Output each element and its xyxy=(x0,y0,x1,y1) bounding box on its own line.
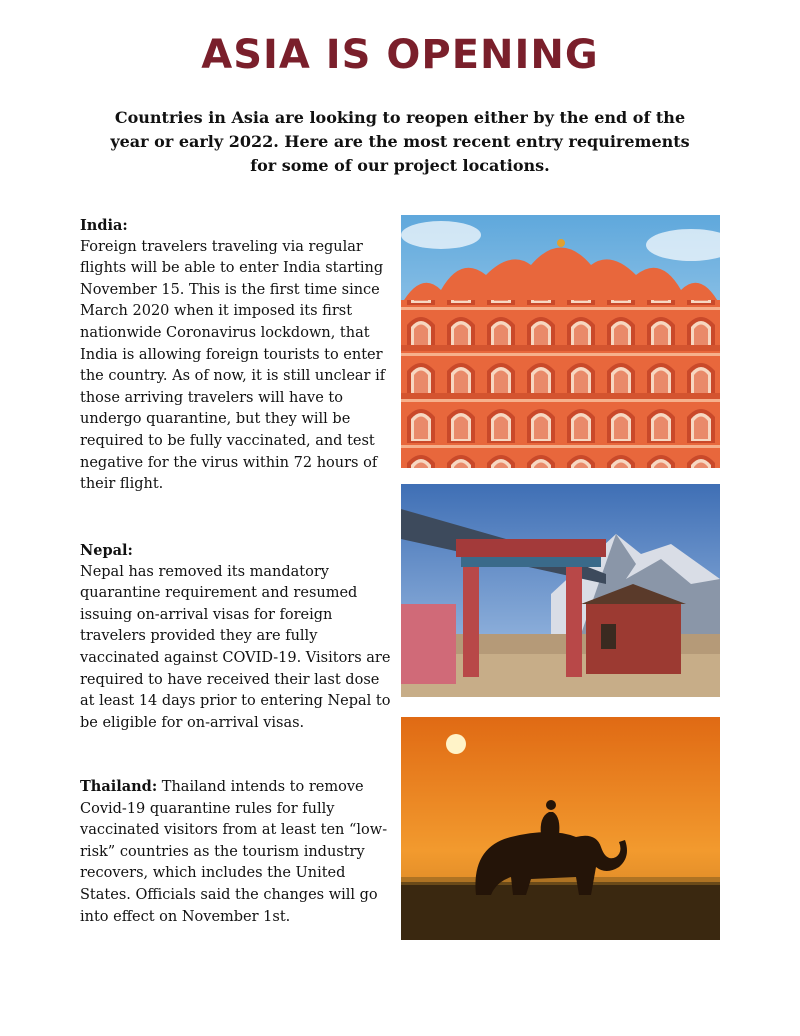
nepal-heading: Nepal: xyxy=(80,542,133,559)
thailand-heading: Thailand: xyxy=(80,778,158,795)
india-photo xyxy=(401,215,720,468)
nepal-body: Nepal has removed its mandatory quarantine requirement and resumed issuing on-arrival visas for foreign travelers provided they are fully vaccinated against COVID-19. Visitors are required to have received their last dose at least 14 days prior to entering Nepal to be eligible for on-arrival visas. xyxy=(80,563,391,731)
nepal-photo xyxy=(401,484,720,697)
thailand-body: Thailand intends to remove Covid-19 quarantine rules for fully vaccinated visitors from at least ten “low-risk” countries as the tourism industry recovers, which includes the United States. Officials said the changes will go into effect on November 1st. xyxy=(80,779,388,925)
nepal-section xyxy=(80,540,392,734)
page-title: ASIA IS OPENING xyxy=(201,32,599,78)
india-body: Foreign travelers traveling via regular flights will be able to enter India starting November 15. This is the first time since March 2020 when it imposed its first nationwide Coronavirus lockdown, that India is allowing foreign tourists to enter the country. As of now, it is still unclear if those arriving travelers will have to undergo quarantine, but they will be required to be fully vaccinated, and test negative for the virus within 72 hours of their flight. xyxy=(80,238,386,493)
intro-paragraph: Countries in Asia are looking to reopen either by the end of the year or early 2022. Here are the most recent entry requirements for some of our project locations. xyxy=(110,108,690,175)
thailand-photo xyxy=(401,717,720,940)
india-section xyxy=(80,215,392,496)
india-heading: India: xyxy=(80,217,128,234)
thailand-section xyxy=(80,776,392,928)
